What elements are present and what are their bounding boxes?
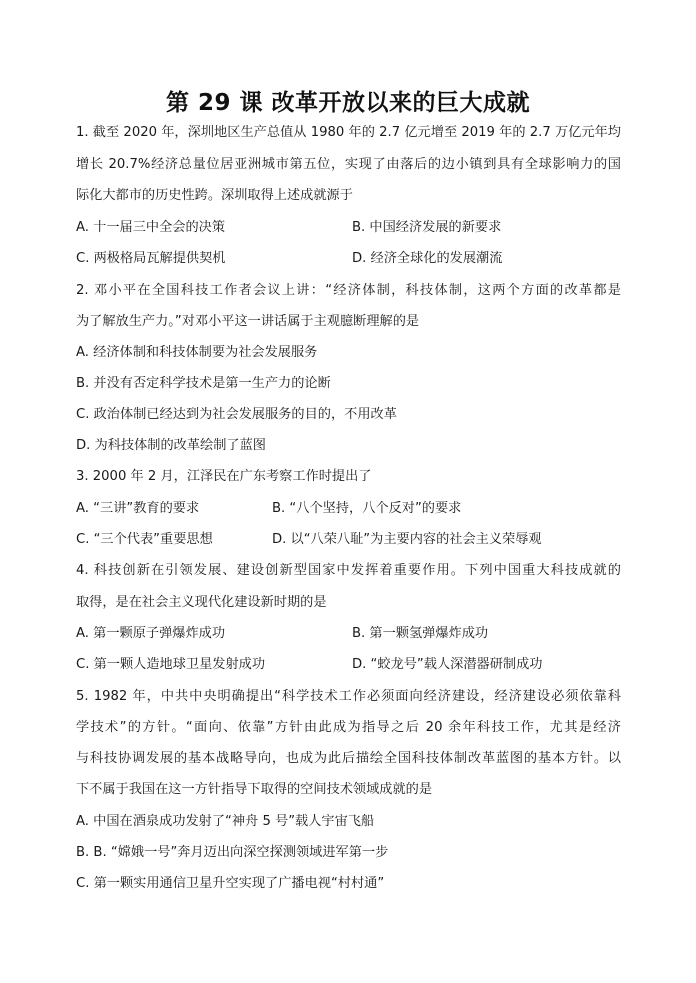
q1-line-2: 增长 20.7%经济总量位居亚洲城市第五位，实现了由落后的边小镇到具有全球影响力的国 — [76, 157, 621, 172]
q5-line-2: 学技术”的方针。“面向、依靠”方针由此成为指导之后 20 余年科技工作，尤其是经济 — [76, 720, 621, 735]
q5-option-a[interactable]: A. 中国在酒泉成功发射了“神舟 5 号”载人宇宙飞船 — [76, 814, 375, 829]
q4-options-row-1 — [76, 625, 621, 643]
q4-option-c[interactable]: C. 第一颗人造地球卫星发射成功 — [76, 657, 266, 672]
q3-option-c[interactable]: C. “三个代表”重要思想 — [76, 532, 213, 547]
q2-option-c[interactable]: C. 政治体制已经达到为社会发展服务的目的，不用改革 — [76, 407, 397, 422]
q2-option-b[interactable]: B. 并没有否定科学技术是第一生产力的论断 — [76, 376, 331, 391]
q1-option-b[interactable]: B. 中国经济发展的新要求 — [352, 220, 502, 235]
q1-option-a[interactable]: A. 十一届三中全会的决策 — [76, 220, 226, 235]
q1-option-c[interactable]: C. 两极格局瓦解提供契机 — [76, 251, 226, 266]
q3-line-1: 3. 2000 年 2 月，江泽民在广东考察工作时提出了 — [76, 469, 372, 484]
q4-line-1: 4. 科技创新在引领发展、建设创新型国家中发挥着重要作用。下列中国重大科技成就的 — [76, 563, 621, 578]
q1-options-row-2 — [76, 250, 621, 268]
q5-option-b[interactable]: B. B. “嫦娥一号”奔月迈出向深空探测领域进军第一步 — [76, 845, 389, 860]
q1-option-d[interactable]: D. 经济全球化的发展潮流 — [352, 251, 503, 266]
q4-line-2: 取得，是在社会主义现代化建设新时期的是 — [76, 595, 327, 610]
q1-options-row-1 — [76, 219, 621, 237]
q2-line-2: 为了解放生产力。”对邓小平这一讲话属于主观臆断理解的是 — [76, 314, 420, 329]
q5-line-3: 与科技协调发展的基本战略导向，也成为此后描绘全国科技体制改革蓝图的基本方针。以 — [76, 751, 621, 766]
q3-options-row-2 — [76, 531, 621, 549]
q2-option-a[interactable]: A. 经济体制和科技体制要为社会发展服务 — [76, 345, 318, 360]
q2-option-d[interactable]: D. 为科技体制的改革绘制了蓝图 — [76, 438, 266, 453]
q5-line-4: 下不属于我国在这一方针指导下取得的空间技术领域成就的是 — [76, 782, 433, 797]
q3-option-a[interactable]: A. “三讲”教育的要求 — [76, 501, 200, 516]
q4-option-a[interactable]: A. 第一颗原子弹爆炸成功 — [76, 626, 226, 641]
q3-option-d[interactable]: D. 以“八荣八耻”为主要内容的社会主义荣辱观 — [272, 532, 542, 547]
q1-line-1: 1. 截至 2020 年，深圳地区生产总值从 1980 年的 2.7 亿元增至 2019 年的 2.7 万亿元年均 — [76, 125, 621, 140]
q5-option-c[interactable]: C. 第一颗实用通信卫星升空实现了广播电视“村村通” — [76, 876, 385, 891]
q4-option-b[interactable]: B. 第一颗氢弹爆炸成功 — [352, 626, 489, 641]
page-title: 第 29 课 改革开放以来的巨大成就 — [165, 90, 531, 116]
q3-options-row-1 — [76, 500, 621, 518]
q1-line-3: 际化大都市的历史性跨。深圳取得上述成就源于 — [76, 188, 353, 203]
q5-line-1: 5. 1982 年，中共中央明确提出“科学技术工作必须面向经济建设，经济建设必须依靠科 — [76, 689, 621, 704]
q4-option-d[interactable]: D. “蛟龙号”载人深潜器研制成功 — [352, 657, 543, 672]
q3-option-b[interactable]: B. “八个坚持，八个反对”的要求 — [272, 501, 462, 516]
q4-options-row-2 — [76, 656, 621, 674]
q2-line-1: 2. 邓小平在全国科技工作者会议上讲：“经济体制，科技体制，这两个方面的改革都是 — [76, 283, 621, 298]
